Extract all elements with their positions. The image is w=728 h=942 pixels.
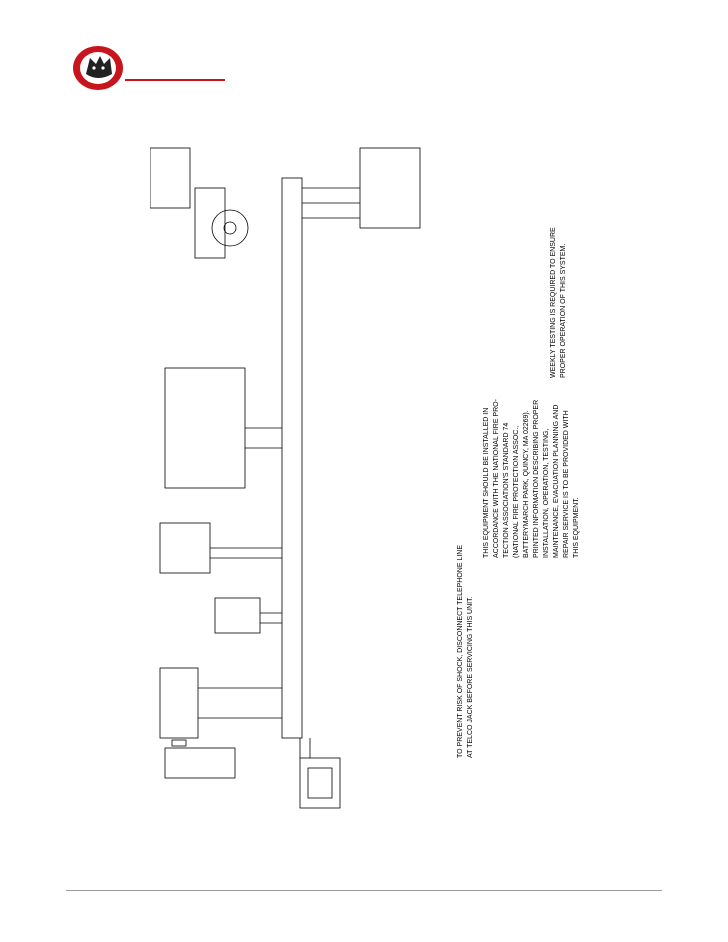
wiring-diagram xyxy=(150,128,590,868)
warning-text-line: AT TELCO JACK BEFORE SERVICING THIS UNIT. xyxy=(467,596,474,758)
install-note-line: THIS EQUIPMENT SHOULD BE INSTALLED IN xyxy=(483,407,490,558)
install-note-line: BATTERYMARCH PARK, QUINCY, MA 02269). xyxy=(523,410,530,558)
install-note-line: ACCORDANCE WITH THE NATIONAL FIRE PRO- xyxy=(493,399,500,558)
transformer-icon xyxy=(300,758,340,808)
install-note-line: (NATIONAL FIRE PROTECTION ASSOC., xyxy=(513,425,520,558)
weekly-note-line: PROPER OPERATION OF THIS SYSTEM. xyxy=(560,243,567,378)
fuse-box xyxy=(165,748,235,778)
smoke-detector-icon xyxy=(212,210,248,246)
connector-box xyxy=(160,523,210,573)
install-note-line: THIS EQUIPMENT. xyxy=(573,497,580,558)
battery-icon xyxy=(160,668,198,738)
telephone-jack-box xyxy=(360,148,420,228)
terminal-strip xyxy=(282,178,302,738)
alarmas-guardian-logo xyxy=(70,40,230,100)
footer-divider xyxy=(66,890,662,891)
install-note-line: INSTALLATION, OPERATION, TESTING, xyxy=(543,428,550,558)
weekly-note-line: WEEKLY TESTING IS REQUIRED TO ENSURE xyxy=(550,227,557,378)
ademco-module-box xyxy=(165,368,245,488)
relay-box xyxy=(150,148,190,208)
keypad-connector-box xyxy=(215,598,260,633)
install-note-line: REPAIR SERVICE IS TO BE PROVIDED WITH xyxy=(563,410,570,558)
install-note-line: PRINTED INFORMATION DESCRIBING PROPER xyxy=(533,399,540,558)
warning-text-line: TO PREVENT RISK OF SHOCK, DISCONNECT TELEPHONE LINE xyxy=(457,544,464,758)
install-note-line: MAINTENANCE, EVACUATION PLANNING AND xyxy=(553,404,560,558)
install-note-line: TECTION ASSOCIATION'S STANDARD 74 xyxy=(503,422,510,558)
module-box xyxy=(195,188,225,258)
